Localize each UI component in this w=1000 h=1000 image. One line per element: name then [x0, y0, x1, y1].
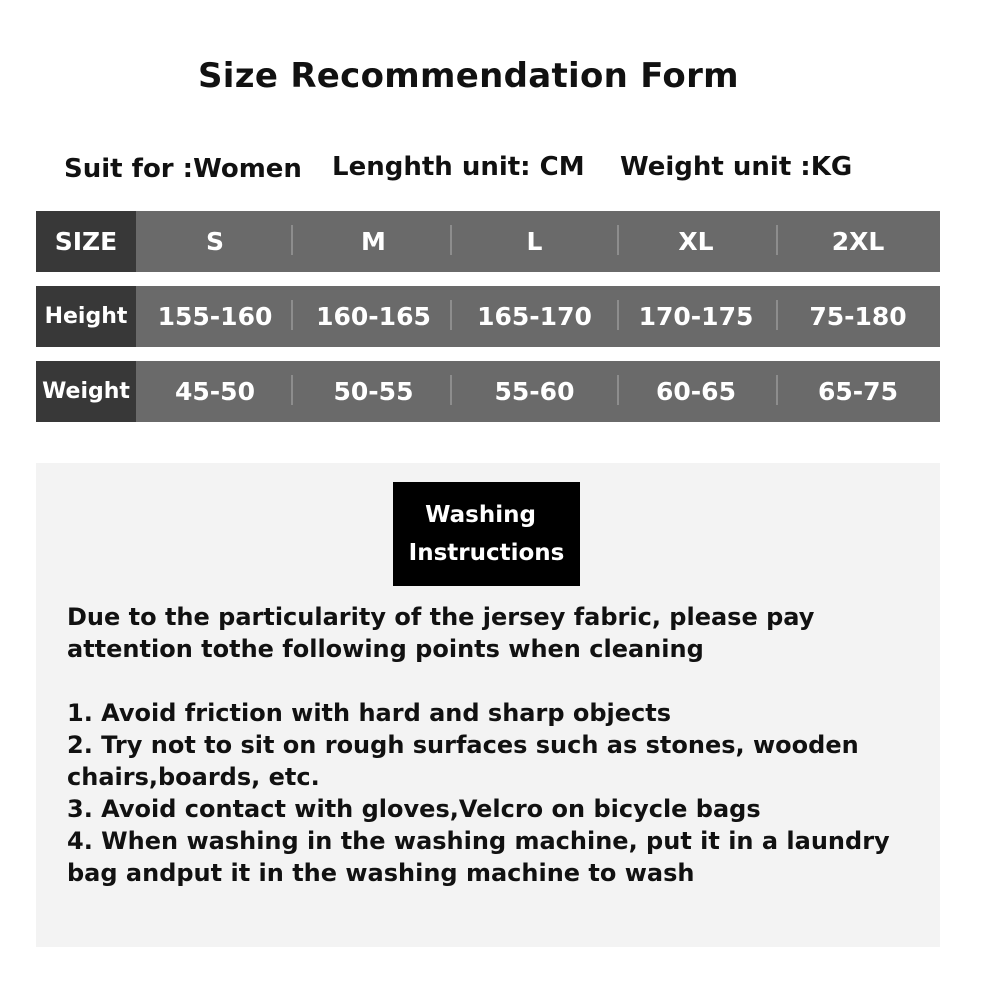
weight-cell: 45-50: [175, 377, 255, 406]
weight-cell: 60-65: [656, 377, 736, 406]
weight-cell: 50-55: [333, 377, 414, 406]
size-cell: S: [205, 227, 224, 256]
height-row-header: Height: [36, 286, 136, 347]
weight-unit-label: Weight unit :KG: [620, 152, 853, 182]
size-cell: M: [361, 227, 386, 256]
height-cell: 75-180: [809, 302, 907, 331]
form-title: Size Recommendation Form: [198, 56, 739, 96]
size-cell: 2XL: [831, 227, 885, 256]
column-divider: [291, 300, 293, 330]
washing-intro: Due to the particularity of the jersey fabric, please pay attention tothe following points when cleaning: [67, 603, 815, 663]
column-divider: [450, 300, 452, 330]
height-cell: 165-170: [477, 302, 592, 331]
size-row-header: SIZE: [36, 211, 136, 272]
washing-instructions-panel: [36, 463, 940, 947]
washing-point: 3. Avoid contact with gloves,Velcro on bicycle bags: [67, 795, 761, 823]
column-divider: [450, 375, 452, 405]
column-divider: [450, 225, 452, 255]
height-cell: 170-175: [638, 302, 754, 331]
column-divider: [291, 375, 293, 405]
weight-row: [36, 361, 940, 422]
washing-label-line2: Instructions: [408, 540, 565, 566]
size-cell: XL: [678, 227, 714, 256]
washing-label-line1: Washing: [425, 502, 536, 528]
weight-cell: 55-60: [494, 377, 575, 406]
washing-point: 1. Avoid friction with hard and sharp objects: [67, 699, 672, 727]
washing-point: 2. Try not to sit on rough surfaces such as stones, wooden chairs,boards, etc.: [67, 731, 859, 791]
washing-instructions-label: [393, 482, 580, 586]
weight-row-header: Weight: [36, 361, 136, 422]
length-unit-label: Lenghth unit: CM: [332, 152, 585, 182]
size-row: [36, 211, 940, 272]
suit-for-label: Suit for :Women: [64, 154, 302, 184]
weight-cell: 65-75: [818, 377, 898, 406]
column-divider: [291, 225, 293, 255]
height-cell: 155-160: [157, 302, 273, 331]
size-cell: L: [526, 227, 543, 256]
washing-point: 4. When washing in the washing machine, put it in a laundry bag andput it in the washing machine to wash: [67, 827, 890, 887]
height-row: [36, 286, 940, 347]
height-cell: 160-165: [316, 302, 431, 331]
